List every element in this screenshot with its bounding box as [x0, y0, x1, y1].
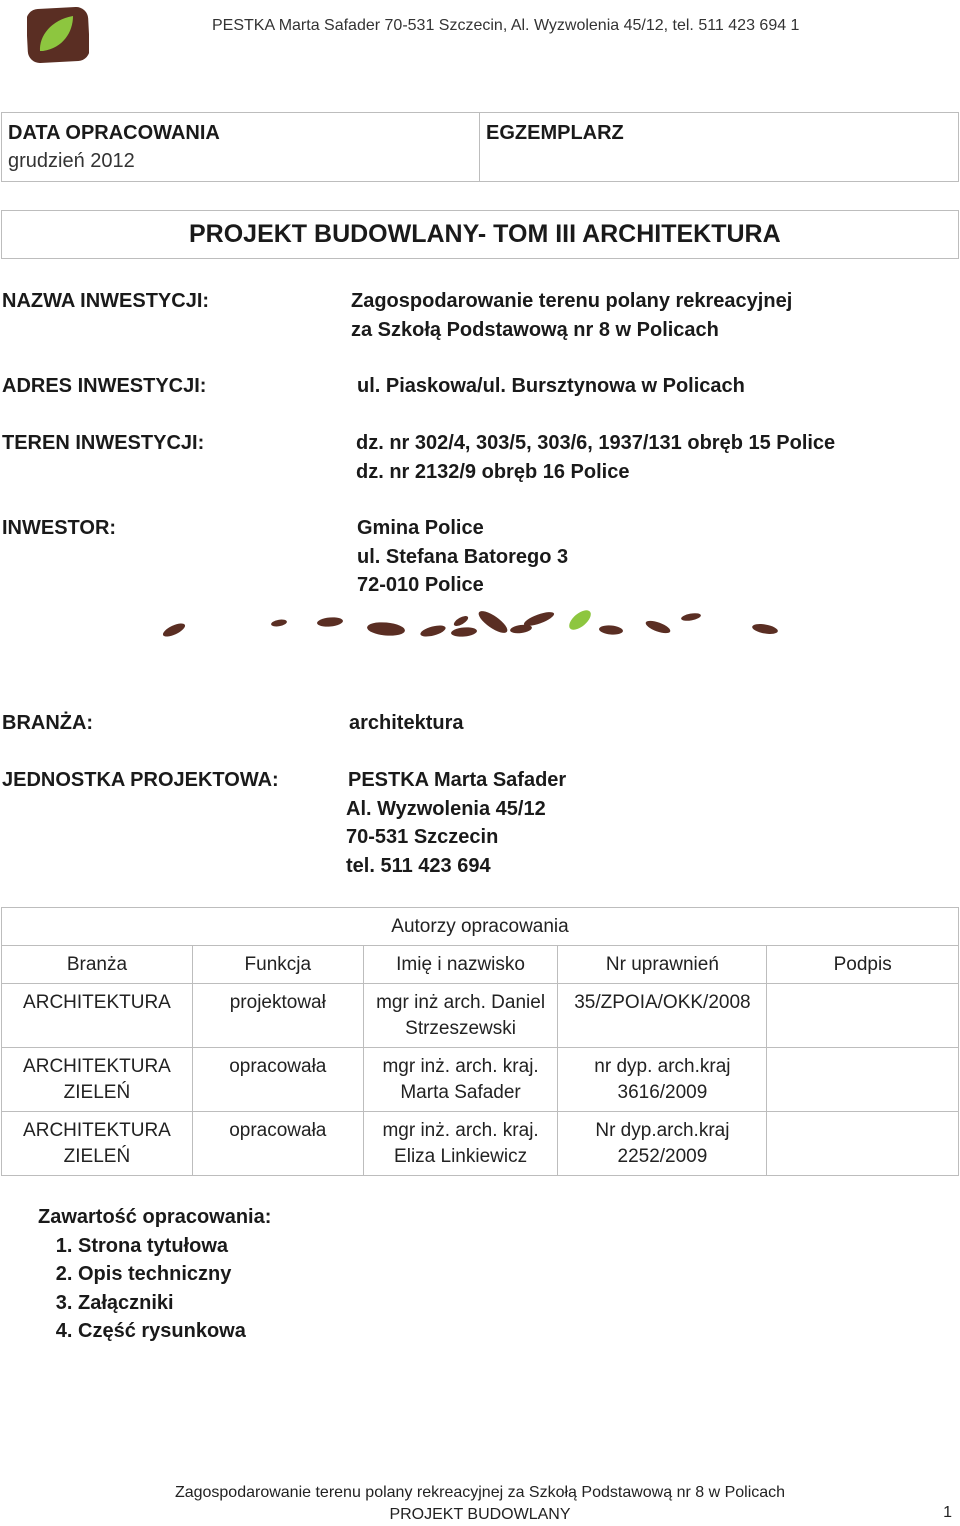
cell-branch	[2, 984, 193, 1048]
pestka-seed-logo-icon	[27, 6, 89, 63]
authors-caption: Autorzy opracowania	[2, 908, 959, 946]
copy-label: EGZEMPLARZ	[486, 122, 624, 144]
investor-line: Gmina Police	[357, 517, 484, 539]
cell-license	[558, 1112, 767, 1176]
cell-name	[363, 984, 558, 1048]
cell-line: ZIELEŃ	[63, 1146, 131, 1167]
cell-name	[363, 1048, 558, 1112]
design-unit-line: PESTKA Marta Safader	[348, 769, 567, 791]
title-box	[1, 210, 959, 259]
cell-name	[363, 1112, 558, 1176]
investor-line: ul. Stefana Batorego 3	[357, 545, 569, 568]
contents-heading: Zawartość opracowania:	[38, 1206, 272, 1228]
cell-branch	[2, 1112, 193, 1176]
cell-line: 3616/2009	[617, 1082, 708, 1103]
design-unit-label: JEDNOSTKA PROJEKTOWA:	[2, 769, 279, 791]
table-row	[2, 984, 959, 1048]
design-unit-line: tel. 511 423 694	[346, 854, 491, 877]
cell-branch	[2, 1048, 193, 1112]
contents-section	[38, 1203, 271, 1346]
table-row	[2, 1048, 959, 1112]
footer-line: Zagospodarowanie terenu polany rekreacyjnej za Szkołą Podstawową nr 8 w Policach	[174, 1484, 786, 1501]
date-value: grudzień 2012	[8, 150, 135, 172]
header-company-line: PESTKA Marta Safader 70-531 Szczecin, Al. Wyzwolenia 45/12, tel. 511 423 694 1	[212, 17, 800, 34]
investment-address-label: ADRES INWESTYCJI:	[2, 375, 207, 397]
cell-line: Eliza Linkiewicz	[394, 1146, 528, 1167]
investment-address: ul. Piaskowa/ul. Bursztynowa w Policach	[357, 375, 745, 397]
date-box	[1, 112, 480, 182]
list-item: 1. Strona tytułowa	[78, 1232, 271, 1261]
investment-name-label: NAZWA INWESTYCJI:	[2, 290, 210, 312]
investment-name-line: Zagospodarowanie terenu polany rekreacyjnej	[351, 290, 793, 312]
cell-line: Nr dyp.arch.kraj	[595, 1120, 730, 1141]
investment-area-line: dz. nr 302/4, 303/5, 303/6, 1937/131 obręb 15 Police	[356, 432, 836, 454]
investment-name-line: za Szkołą Podstawową nr 8 w Policach	[351, 318, 719, 341]
cell-function: opracowała	[192, 1112, 363, 1176]
list-item: 2. Opis techniczny	[78, 1260, 271, 1289]
cell-line: ARCHITEKTURA	[23, 992, 171, 1013]
authors-table	[1, 907, 959, 1176]
footer-line: PROJEKT BUDOWLANY	[389, 1506, 571, 1523]
investor-label: INWESTOR:	[2, 517, 117, 539]
cell-line: 2252/2009	[617, 1146, 708, 1167]
design-unit-line: 70-531 Szczecin	[346, 826, 499, 848]
table-row	[2, 1112, 959, 1176]
list-item: 4. Część rysunkowa	[78, 1317, 271, 1346]
footer	[0, 1482, 960, 1526]
cell-line: ARCHITEKTURA	[23, 1120, 171, 1141]
branch-label: BRANŻA:	[2, 712, 94, 734]
branch-value: architektura	[349, 712, 464, 734]
page-number: 1	[943, 1504, 952, 1521]
cell-line: ZIELEŃ	[63, 1082, 131, 1103]
cell-signature	[767, 1112, 959, 1176]
cell-line: mgr inż. arch. kraj.	[382, 1120, 539, 1141]
cell-function: projektował	[192, 984, 363, 1048]
cell-line: Strzeszewski	[405, 1018, 516, 1039]
cell-license	[558, 1048, 767, 1112]
seeds-decoration-icon	[150, 600, 790, 645]
column-header: Imię i nazwisko	[363, 946, 558, 984]
cell-line: 35/ZPOIA/OKK/2008	[574, 992, 751, 1013]
cell-line: mgr inż arch. Daniel	[376, 992, 546, 1013]
cell-signature	[767, 1048, 959, 1112]
investment-name	[351, 287, 792, 344]
investor	[357, 514, 568, 600]
cell-signature	[767, 984, 959, 1048]
cell-line: mgr inż. arch. kraj.	[382, 1056, 539, 1077]
design-unit-line: Al. Wyzwolenia 45/12	[346, 797, 546, 820]
investor-line: 72-010 Police	[357, 574, 484, 596]
table-header-row	[2, 946, 959, 984]
design-unit	[346, 766, 566, 880]
investment-area	[356, 429, 835, 486]
page-title: PROJEKT BUDOWLANY- TOM III ARCHITEKTURA	[189, 220, 781, 248]
column-header: Funkcja	[192, 946, 363, 984]
investment-area-label: TEREN INWESTYCJI:	[2, 432, 205, 454]
authors-caption-row	[2, 908, 959, 946]
column-header: Branża	[2, 946, 193, 984]
cell-line: ARCHITEKTURA	[23, 1056, 171, 1077]
list-item: 3. Załączniki	[78, 1289, 271, 1318]
column-header: Nr uprawnień	[558, 946, 767, 984]
contents-list	[38, 1232, 271, 1346]
date-label: DATA OPRACOWANIA	[8, 122, 220, 144]
investment-area-line: dz. nr 2132/9 obręb 16 Police	[356, 460, 630, 483]
cell-function: opracowała	[192, 1048, 363, 1112]
copy-box	[479, 112, 959, 182]
cell-line: Marta Safader	[400, 1082, 521, 1103]
cell-license	[558, 984, 767, 1048]
cell-line: nr dyp. arch.kraj	[594, 1056, 731, 1077]
column-header: Podpis	[767, 946, 959, 984]
